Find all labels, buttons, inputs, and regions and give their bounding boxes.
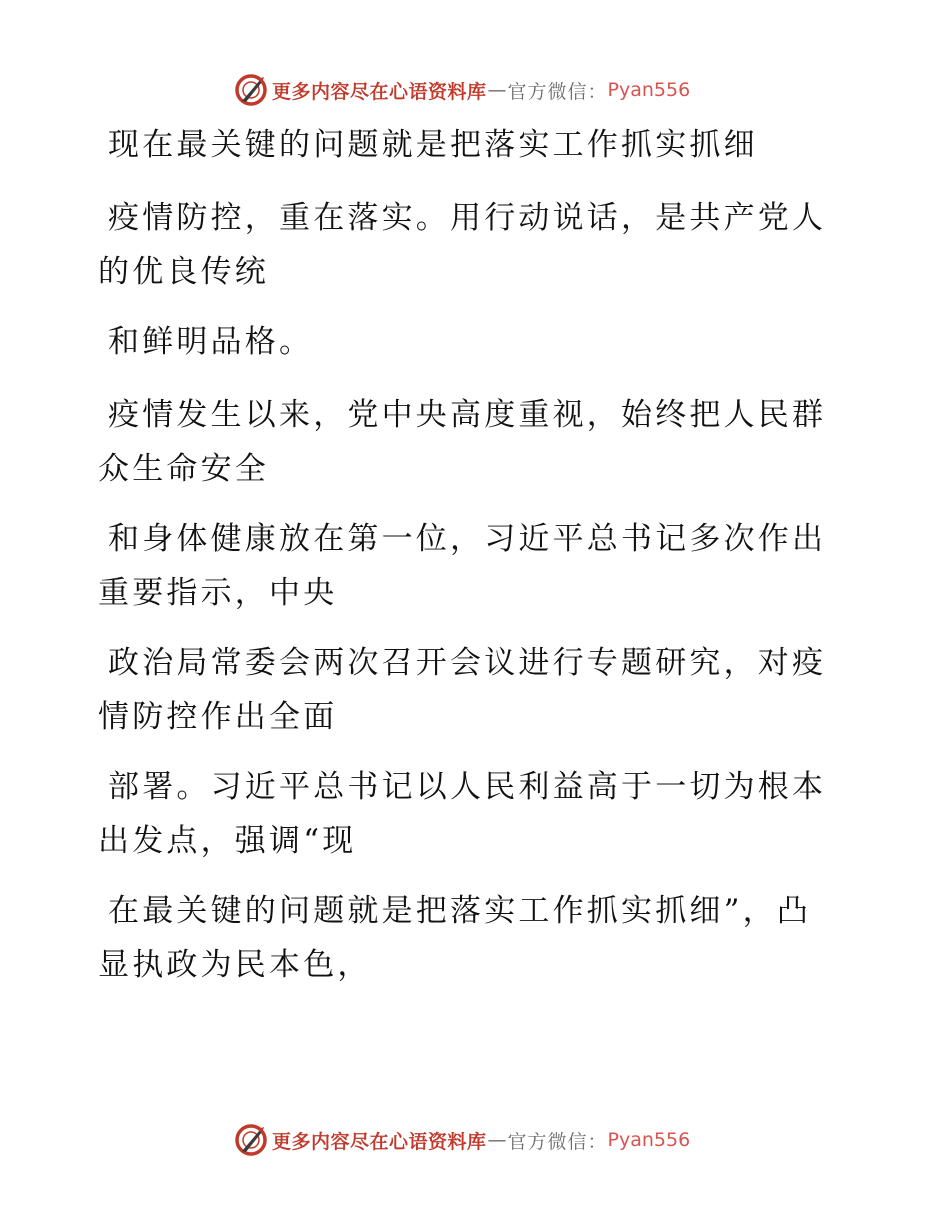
banner-wechat-id: Pyan556 <box>607 79 691 101</box>
banner-wechat-label: 官方微信： <box>507 80 608 103</box>
banner-site-text: 更多内容尽在心语资料库 <box>272 80 487 103</box>
banner-site-text: 更多内容尽在心语资料库 <box>272 1130 487 1153</box>
banner-separator: — <box>487 79 507 101</box>
paragraph-1: 现在最关键的问题就是把落实工作抓实抓细 <box>108 127 758 163</box>
paragraph-7: 部署。习近平总书记以人民利益高于一切为根本出发点，强调“现 <box>98 769 827 859</box>
footer-banner <box>234 1122 690 1158</box>
banner-wechat-label: 官方微信： <box>507 1130 608 1153</box>
header-banner <box>234 72 690 108</box>
banner-wechat-id: Pyan556 <box>607 1129 691 1151</box>
paragraph-2: 疫情防控，重在落实。用行动说话，是共产党人的优良传统 <box>98 200 827 290</box>
document-body <box>98 118 838 1008</box>
quill-pen-logo-icon <box>234 1123 268 1157</box>
quill-pen-logo-icon <box>234 73 268 107</box>
paragraph-4: 疫情发生以来，党中央高度重视，始终把人民群众生命安全 <box>98 397 827 487</box>
banner-separator: — <box>487 1129 507 1151</box>
paragraph-8: 在最关键的问题就是把落实工作抓实抓细”，凸显执政为民本色， <box>98 893 812 983</box>
paragraph-5: 和身体健康放在第一位，习近平总书记多次作出重要指示，中央 <box>98 521 827 611</box>
paragraph-3: 和鲜明品格。 <box>108 324 314 360</box>
paragraph-6: 政治局常委会两次召开会议进行专题研究，对疫情防控作出全面 <box>98 645 827 735</box>
